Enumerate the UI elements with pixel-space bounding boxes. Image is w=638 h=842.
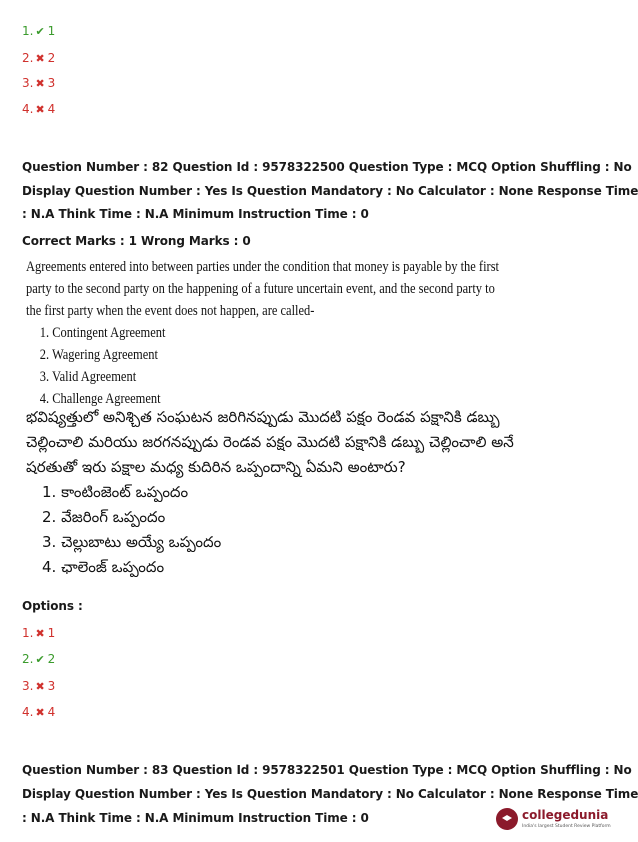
marks-line: Correct Marks : 1 Wrong Marks : 0 <box>22 234 251 248</box>
option-number: 3. <box>22 679 34 693</box>
question-line: Agreements entered into between parties under the condition that money is payable by the first <box>26 259 500 275</box>
option-value: 4 <box>47 705 56 719</box>
choice-item: 4. ఛాలెంజ్ ఒప్పందం <box>42 558 165 576</box>
question-line: చెల్లించాలి మరియు జరగనప్పుడు రెండవ పక్షం మొదటి పక్షానికి డబ్బు చెల్లించాలి అనే <box>26 433 514 451</box>
question-text-telugu <box>26 405 514 580</box>
logo-icon <box>496 808 518 830</box>
cross-icon: ✖ <box>35 103 45 116</box>
question-meta-line: Display Question Number : Yes Is Question Mandatory : No Calculator : None Response Time <box>22 184 638 198</box>
option-number: 3. <box>22 76 34 90</box>
question-text-english <box>26 256 500 410</box>
option-row <box>22 76 55 91</box>
question-line: షరతుతో ఇరు పక్షాల మధ్య కుదిరిన ఒప్పందాన్ని ఏమని అంటారు? <box>26 458 406 476</box>
question-meta-line: : N.A Think Time : N.A Minimum Instruction Time : 0 <box>22 207 369 221</box>
option-number: 1. <box>22 626 34 640</box>
options-label: Options : <box>22 599 83 613</box>
option-value: 1 <box>47 24 56 38</box>
option-row <box>22 626 55 641</box>
choice-item: 2. వేజరింగ్ ఒప్పందం <box>42 508 166 526</box>
question-line: భవిష్యత్తులో అనిశ్చిత సంఘటన జరిగినప్పుడు మొదటి పక్షం రెండవ పక్షానికి డబ్బు <box>26 408 500 426</box>
question-meta-line: Display Question Number : Yes Is Question Mandatory : No Calculator : None Response Time <box>22 787 638 801</box>
question-meta-line: Question Number : 82 Question Id : 9578322500 Question Type : MCQ Option Shuffling : No <box>22 160 632 174</box>
choice-item: 2. Wagering Agreement <box>39 347 158 363</box>
option-value: 1 <box>47 626 56 640</box>
check-icon: ✔ <box>35 653 45 666</box>
cross-icon: ✖ <box>35 627 45 640</box>
check-icon: ✔ <box>35 25 45 38</box>
option-row <box>22 652 55 667</box>
cross-icon: ✖ <box>35 77 45 90</box>
option-row <box>22 679 55 694</box>
option-number: 4. <box>22 705 34 719</box>
option-value: 4 <box>47 102 56 116</box>
choice-item: 1. Contingent Agreement <box>39 325 166 341</box>
option-value: 2 <box>47 51 56 65</box>
cross-icon: ✖ <box>35 706 45 719</box>
option-value: 3 <box>47 679 56 693</box>
cross-icon: ✖ <box>35 52 45 65</box>
option-row <box>22 705 55 720</box>
logo-tagline: India's largest Student Review Platform <box>522 824 611 829</box>
question-line: party to the second party on the happening of a future uncertain event, and the second party to <box>26 281 495 297</box>
question-meta-line: Question Number : 83 Question Id : 9578322501 Question Type : MCQ Option Shuffling : No <box>22 763 632 777</box>
choice-item: 3. Valid Agreement <box>39 369 137 385</box>
option-value: 3 <box>47 76 56 90</box>
option-number: 2. <box>22 51 34 65</box>
option-row <box>22 102 55 117</box>
choice-item: 4. Challenge Agreement <box>39 391 161 407</box>
choice-item: 3. చెల్లుబాటు అయ్యే ఒప్పందం <box>42 533 222 551</box>
option-number: 1. <box>22 24 34 38</box>
option-number: 4. <box>22 102 34 116</box>
choice-item: 1. కాంటింజెంట్ ఒప్పందం <box>42 483 189 501</box>
question-meta-line: : N.A Think Time : N.A Minimum Instruction Time : 0 <box>22 811 369 825</box>
collegedunia-logo <box>496 806 611 836</box>
option-row <box>22 24 55 39</box>
question-line: the first party when the event does not happen, are called- <box>26 303 315 319</box>
cross-icon: ✖ <box>35 680 45 693</box>
logo-name: collegedunia <box>522 808 609 822</box>
option-number: 2. <box>22 652 34 666</box>
option-row <box>22 51 55 66</box>
option-value: 2 <box>47 652 56 666</box>
